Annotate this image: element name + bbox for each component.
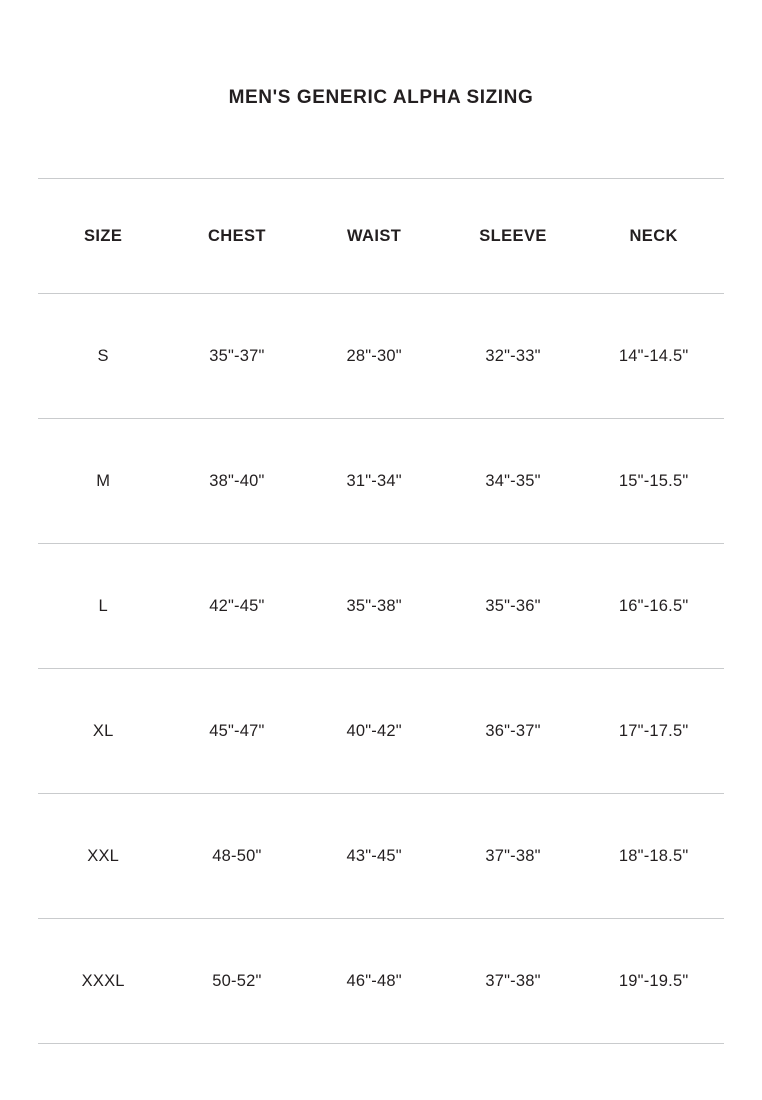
cell-chest: 50-52" [168,919,305,1044]
cell-sleeve: 34"-35" [443,419,584,544]
column-header-neck: NECK [583,179,724,294]
cell-neck: 15"-15.5" [583,419,724,544]
cell-size: XL [38,669,168,794]
cell-waist: 31"-34" [306,419,443,544]
cell-sleeve: 37"-38" [443,794,584,919]
cell-chest: 42"-45" [168,544,305,669]
cell-waist: 43"-45" [306,794,443,919]
cell-waist: 40"-42" [306,669,443,794]
table-header [38,179,724,294]
cell-chest: 48-50" [168,794,305,919]
cell-size: S [38,294,168,419]
cell-chest: 38"-40" [168,419,305,544]
cell-neck: 18"-18.5" [583,794,724,919]
cell-size: L [38,544,168,669]
cell-neck: 16"-16.5" [583,544,724,669]
cell-sleeve: 37"-38" [443,919,584,1044]
table-row [38,919,724,1044]
cell-size: XXL [38,794,168,919]
size-table-container [38,107,724,1044]
table-header-row [38,179,724,294]
cell-sleeve: 32"-33" [443,294,584,419]
column-header-waist: WAIST [306,179,443,294]
cell-size: M [38,419,168,544]
cell-waist: 35"-38" [306,544,443,669]
cell-size: XXXL [38,919,168,1044]
table-body [38,294,724,1044]
cell-neck: 14"-14.5" [583,294,724,419]
page-title: MEN'S GENERIC ALPHA SIZING [228,87,534,108]
table-row [38,794,724,919]
table-row [38,419,724,544]
cell-sleeve: 36"-37" [443,669,584,794]
table-row [38,669,724,794]
cell-neck: 19"-19.5" [583,919,724,1044]
cell-waist: 46"-48" [306,919,443,1044]
table-row [38,294,724,419]
column-header-chest: CHEST [168,179,305,294]
column-header-size: SIZE [38,179,168,294]
table-row [38,544,724,669]
size-chart-table [38,178,724,1044]
cell-waist: 28"-30" [306,294,443,419]
cell-chest: 45"-47" [168,669,305,794]
cell-neck: 17"-17.5" [583,669,724,794]
cell-chest: 35"-37" [168,294,305,419]
cell-sleeve: 35"-36" [443,544,584,669]
column-header-sleeve: SLEEVE [443,179,584,294]
